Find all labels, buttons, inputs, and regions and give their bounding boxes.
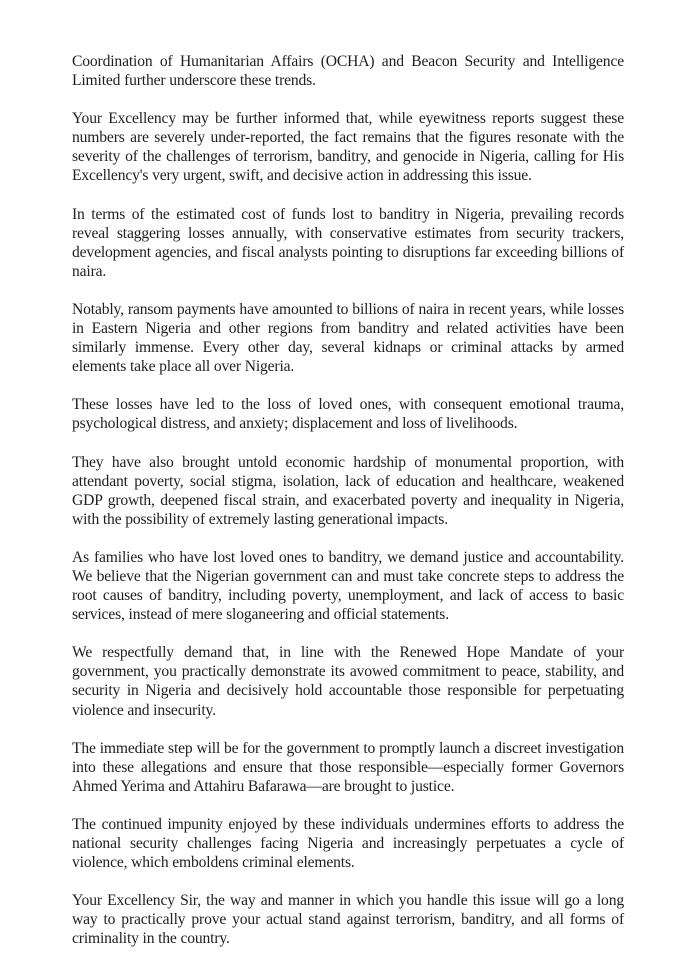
paragraph-continued-impunity: The continued impunity enjoyed by these individuals undermines efforts to address the national security challenges facing Nigeria and increasingly perpetuates a cycle of violence, which emboldens criminal elements. xyxy=(72,815,624,872)
paragraph-ransom-payments: Notably, ransom payments have amounted to billions of naira in recent years, while losses in Eastern Nigeria and other regions from banditry and related activities have been similarly immense. Every other day, several kidnaps or criminal attacks by armed elements take place all over Nigeria. xyxy=(72,300,624,376)
paragraph-immediate-step: The immediate step will be for the government to promptly launch a discreet investigation into these allegations and ensure that those responsible—especially former Governors Ahmed Yerima and Attahiru Bafarawa—are brought to justice. xyxy=(72,739,624,795)
paragraph-estimated-cost: In terms of the estimated cost of funds lost to banditry in Nigeria, prevailing records reveal staggering losses annually, with conservative estimates from security trackers, development agencies, and fiscal analysts pointing to disruptions far exceeding billions of naira. xyxy=(72,205,624,280)
paragraph-ocha-beacon-trends: Coordination of Humanitarian Affairs (OCHA) and Beacon Security and Intelligence Limited further underscore these trends. xyxy=(72,53,624,90)
paragraph-economic-hardship: They have also brought untold economic hardship of monumental proportion, with attendant poverty, social stigma, isolation, lack of education and healthcare, weakened GDP growth, deepened fiscal strain, and exacerbated poverty and inequality in Nigeria, with the possibility of extremely lasting generational impacts. xyxy=(72,453,624,528)
paragraph-renewed-hope-mandate: We respectfully demand that, in line with the Renewed Hope Mandate of your government, you practically demonstrate its avowed commitment to peace, stability, and security in Nigeria and decisively hold accountable those responsible for perpetuating violence and insecurity. xyxy=(72,644,624,719)
paragraph-under-reported-figures: Your Excellency may be further informed that, while eyewitness reports suggest these numbers are severely under-reported, the fact remains that the figures resonate with the severity of the challenges of terrorism, banditry, and genocide in Nigeria, calling for His Excellency's very urgent, swift, and decisive action in addressing this issue. xyxy=(72,110,624,185)
paragraph-loss-of-loved-ones: These losses have led to the loss of loved ones, with consequent emotional trauma, psychological distress, and anxiety; displacement and loss of livelihoods. xyxy=(72,396,624,433)
letter-page xyxy=(72,52,624,967)
paragraph-closing-appeal: Your Excellency Sir, the way and manner in which you handle this issue will go a long way to practically prove your actual stand against terrorism, banditry, and all forms of criminality in the country. xyxy=(72,892,624,948)
paragraph-demand-justice: As families who have lost loved ones to banditry, we demand justice and accountability. We believe that the Nigerian government can and must take concrete steps to address the root causes of banditry, including poverty, unemployment, and lack of access to basic services, instead of mere sloganeering and official statements. xyxy=(72,548,624,624)
